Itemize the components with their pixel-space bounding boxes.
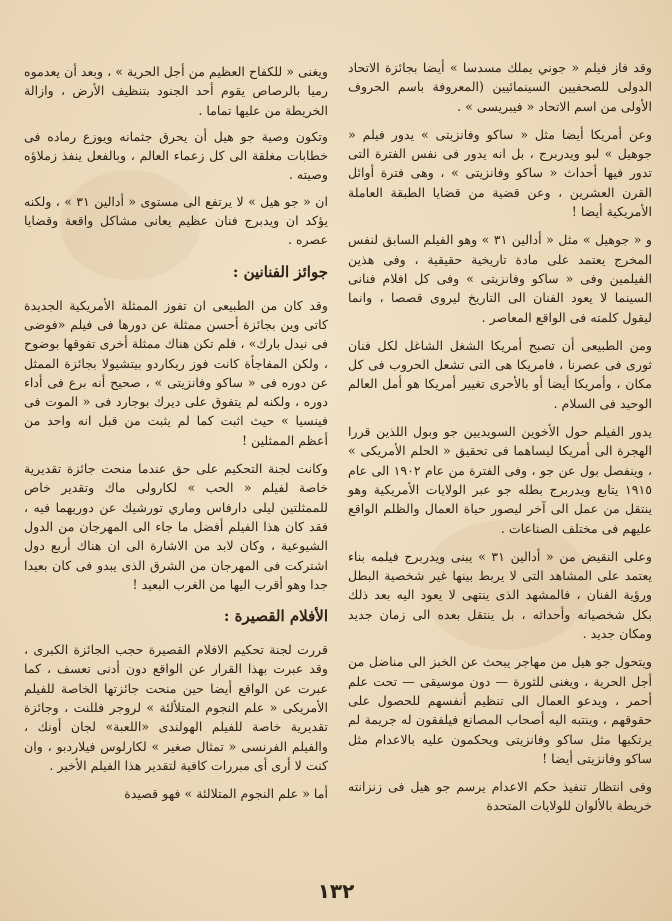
page-number: ١٣٢ [317,879,355,903]
article-paragraph: وقد كان من الطبيعى ان تفوز الممثلة الأمريكية الجديدة كاتى وين بجائزة أحسن ممثلة عن دورها فى فيلم «فوضى فى نيدل بارك» ، فلم تكن هناك ممثلة أخرى تفوقها بوضوح ، ولكن المفاجأة كانت فوز ريكاردو بيتشيولا بجائزة الممثل عن دوره فى « ساكو وفانزيتى » ، صحيح أنه برع فى أداء دوره ، ولكنه لم يتفوق على ديرك بوجارد فى « الموت فى فينسيا » حيث اثبت كما لم يثبت من قبل انه واحد من أعظم الممثلين ! [24,297,328,448]
article-paragraph: وعلى النقيض من « أدالين ٣١ » يبنى ويدربرج فيلمه بناء يعتمد على المشاهد التى لا يربط بينها غير شخصية البطل ورؤية الفنان ، فالمشهد الذى ينتهى لا يعود اليه بعد ذلك بكل شخصياته وأحداثه ، بل ينتقل بعده الى زمان جديد ومكان جديد . [348,548,652,642]
article-paragraph: وكانت لجنة التحكيم على حق عندما منحت جائزة تقديرية خاصة لفيلم « الحب » لكارولى ماك وتقدير خاص للممثلتين ليلى دارفاس وماري تورشيك عن دوريهما فيه ، فقد كان هذا الفيلم أفضل ما جاء الى المهرجان من الدول الشيوعية ، وكان لابد من الاشارة الى ان هناك أربع دول اشتركت فى المهرجان من الشرق الذى يبدو فى كان بعيدا جدا وهو أقرب اليها من الغرب البعيد ! [24,461,328,592]
article-paragraph: يدور الفيلم حول الأخوين السويديين جو وبول اللذين قررا الهجرة الى أمريكا ليساهما فى تحقيق « الحلم الأمريكى » ، وينفصل بول عن جو ، وفى الفترة من عام ١٩٠٢ الى عام ١٩١٥ يتابع ويدربرج بطله جو عبر الولايات الأمريكية وهو ينتقل من عمل الى آخر ليصور حياة العمال والظلم الواقع عليهم فى مختلف الصناعات . [348,424,652,536]
article-paragraph: ويتحول جو هيل من مهاجر يبحث عن الخبز الى مناضل من أجل الحرية ، ويغنى للثورة — دون موسيقى — تحت علم أحمر ، ويدعو العمال الى تنظيم أنفسهم للحصول على حقوقهم ، وينتبه اليه أصحاب المصانع فيلفقون له جريمة لم يرتكبها مثل ساكو وفانزيتى ويحكمون عليه بالاعدام مثل ساكو وفانزيتى أيضا ! [348,654,652,766]
article-paragraph: وتكون وصية جو هيل أن يحرق جثمانه ويوزع رماده فى خطابات مغلقة الى كل زعماء العالم ، وبالفعل ينفذ زملاؤه وصيته . [24,128,328,183]
section-heading-short-films: الأفلام القصيرة : [223,607,328,626]
article-paragraph: أما « علم النجوم المتلالئة » فهو قصيدة [124,786,328,802]
article-paragraph: وفى انتظار تنفيذ حكم الاعدام يرسم جو هيل فى زنزانته خريطة بالألوان للولايات المتحدة [348,779,652,814]
article-paragraph: ان « جو هيل » لا يرتفع الى مستوى « أدالين ٣١ » ، ولكنه يؤكد ان ويدبرج فنان عظيم يعانى مشاكل واقعة وقضايا عصره . [24,193,328,248]
section-heading-awards: جوائز الفنانين : [232,262,328,281]
left-column [24,62,328,813]
article-paragraph: وقد فاز فيلم « جوني يملك مسدسا » أيضا بجائزة الاتحاد الدولى للصحفيين السينمائيين (المعروفة باسم الحروف الأولى من اسم الاتحاد « فيبريسى » . [348,60,652,114]
article-paragraph: وعن أمريكا أيضا مثل « ساكو وفانزيتى » يدور فيلم « جوهيل » لبو ويدربرج ، بل انه يدور فى نفس الفترة التى تدور فيها أحداث « ساكو وفانزيتى » ، وهى فترة أوائل القرن العشرين ، وعن قضية من قضايا الطبقة العاملة الأمريكية أيضا ! [348,126,652,220]
article-paragraph: ويغنى « للكفاح العظيم من أجل الحرية » ، وبعد أن يعدموه رميا بالرصاص يقوم أحد الجنود بتنظيف الأرض ، وازالة الخريطة من عليها تماما . [24,64,328,118]
article-paragraph: قررت لجنة تحكيم الافلام القصيرة حجب الجائزة الكبرى ، وقد عبرت بهذا القرار عن الواقع دون أدنى تعسف ، كما عبرت عن الواقع أيضا حين منحت جائزتها الخاصة للفيلم الأمريكى « علم النجوم المتلألئة » لروجر فللنت ، وجائزة تقديرية خاصة للفيلم الهولندى «اللعبة» لجان أونك ، والفيلم الفرنسى « تمثال صغير » لكارلوس فيلاردبو ، وان كنت لا أرى أى مبررات كافية لتقدير هذا الفيلم الأخير . [24,642,328,773]
article-paragraph: ومن الطبيعى أن تصبح أمريكا الشغل الشاغل لكل فنان ثورى فى عصرنا ، فامريكا هى التى تشعل الحروب فى كل مكان ، وأمريكا أيضا أو بالأحرى تغيير أمريكا هو أمل العالم الوحيد فى السلام . [348,337,652,411]
article-paragraph: و « جوهيل » مثل « أدالين ٣١ » وهو الفيلم السابق لنفس المخرج يعتمد على مادة تاريخية حقيقية ، وفى هذين الفيلمين وفى « ساكو وفانزيتى » وفى كل افلام فنانى السينما لا يعود الفنان الى التاريخ ليروى قصصا ، وانما ليقول كلمته فى الواقع المعاصر . [348,232,652,325]
right-column [348,58,652,825]
